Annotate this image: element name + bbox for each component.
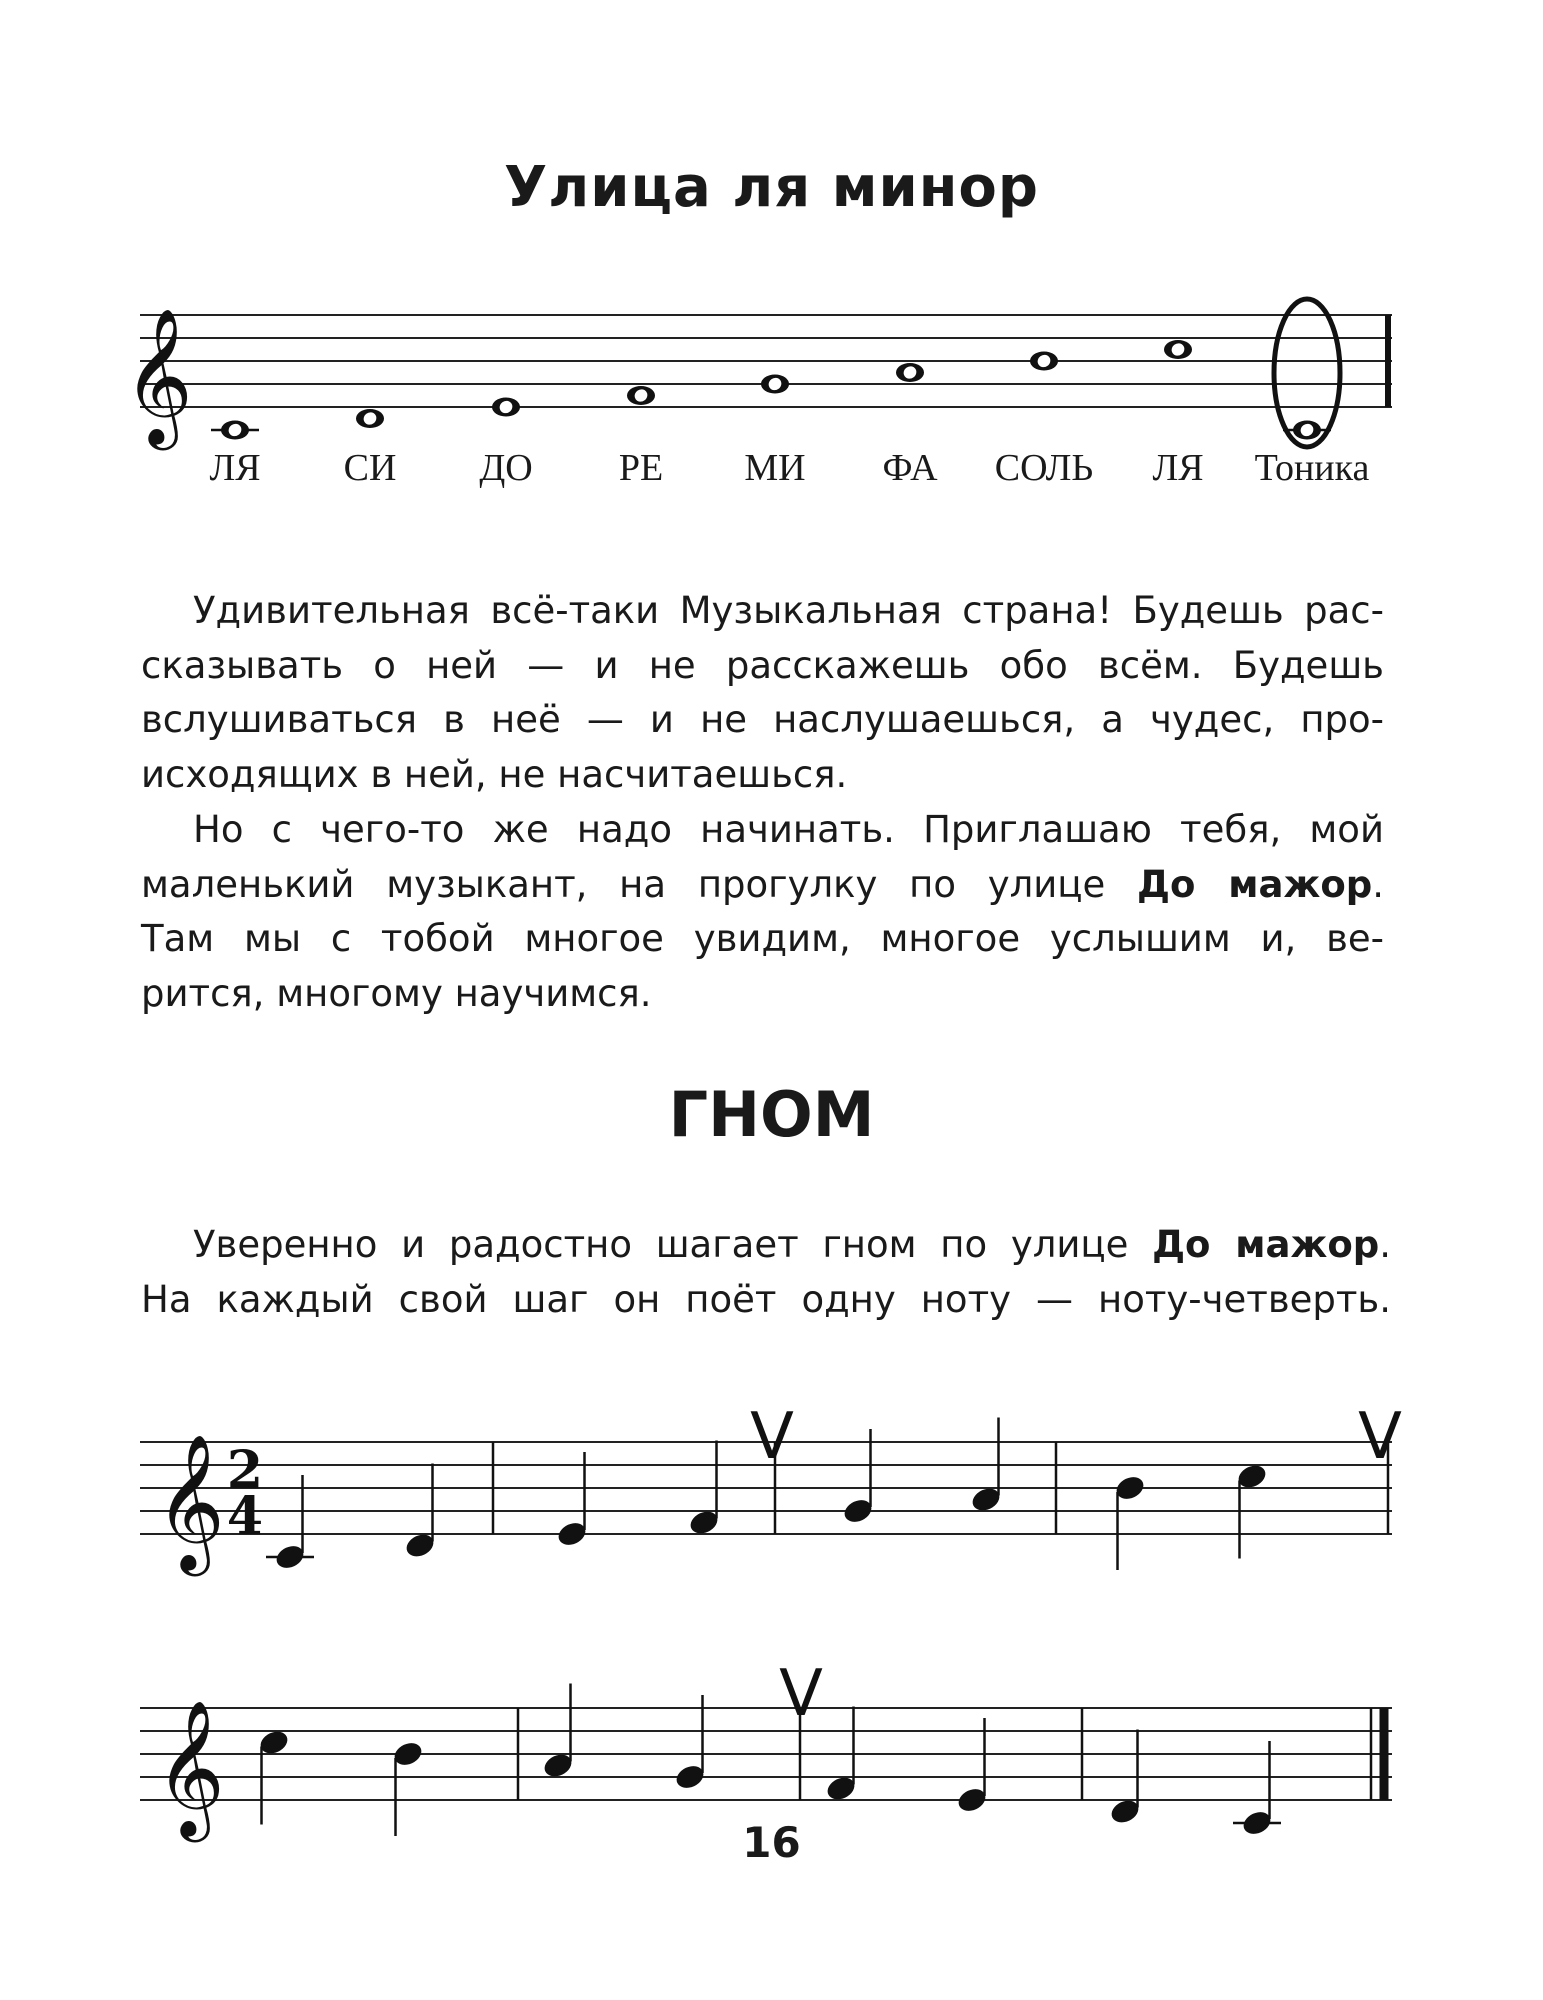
quarter-note	[955, 1718, 989, 1815]
paragraph-line: вслушиваться в неё — и не наслушаешься, а чудес, про-	[141, 698, 1384, 741]
paragraph-line: Но с чего-то же надо начинать. Приглашаю тебя, мой	[193, 808, 1384, 851]
intro-paragraph	[141, 584, 1384, 802]
treble-clef-icon: 𝄞	[155, 1698, 225, 1836]
a-minor-scale-staff	[0, 290, 1543, 490]
gnome-paragraph	[141, 1218, 1391, 1327]
note-name-label: ЛЯ	[1152, 447, 1204, 489]
note-name-label: СИ	[343, 447, 397, 489]
quarter-note	[555, 1452, 589, 1549]
page-number: 16	[742, 1818, 801, 1867]
note-name-label: РЕ	[618, 447, 664, 489]
invitation-paragraph	[141, 803, 1384, 1021]
whole-note	[627, 386, 655, 405]
quarter-note	[1113, 1473, 1147, 1570]
whole-note	[1030, 352, 1058, 371]
tonic-whole-note	[1293, 421, 1321, 440]
tonic-label: Тоника	[1254, 447, 1370, 489]
paragraph-line: Уверенно и радостно шагает гном по улице До мажор.	[193, 1223, 1391, 1266]
whole-note	[896, 363, 924, 382]
breath-mark: V	[1358, 1400, 1402, 1474]
quarter-note	[841, 1429, 875, 1526]
paragraph-line: рится, многому научимся.	[141, 971, 652, 1015]
paragraph-line: маленький музыкант, на прогулку по улице До мажор.	[141, 862, 1384, 906]
section-title-gnome: ГНОМ	[668, 1078, 875, 1151]
section-title-a-minor: Улица ля минор	[504, 155, 1039, 220]
time-signature-denominator: 4	[226, 1486, 264, 1547]
quarter-note	[673, 1695, 707, 1792]
breath-mark: V	[750, 1400, 794, 1474]
melody-staff-1	[0, 1390, 1543, 1630]
key-name-bold: До мажор	[1152, 1223, 1380, 1266]
time-signature-numerator: 2	[226, 1440, 264, 1501]
paragraph-line: Там мы с тобой многое увидим, многое услышим и, ве-	[141, 917, 1384, 960]
paragraph-line: На каждый свой шаг он поёт одну ноту — ноту-четверть.	[141, 1277, 1391, 1321]
note-name-label: СОЛЬ	[994, 447, 1094, 489]
quarter-note	[266, 1475, 314, 1572]
paragraph-line: сказывать о ней — и не расскажешь обо всём. Будешь	[141, 643, 1384, 687]
note-name-label: ДО	[479, 447, 533, 489]
treble-clef-icon: 𝄞	[123, 306, 193, 444]
whole-note	[1164, 340, 1192, 359]
treble-clef-icon: 𝄞	[155, 1432, 225, 1570]
breath-mark: V	[779, 1657, 823, 1731]
paragraph-line: исходящих в ней, не насчитаешься.	[141, 752, 848, 796]
key-name-bold: До мажор	[1137, 862, 1373, 906]
note-name-label: МИ	[744, 447, 806, 489]
whole-note	[356, 409, 384, 428]
paragraph-line: Удивительная всё-таки Музыкальная страна! Будешь рас-	[193, 589, 1384, 632]
whole-note	[492, 398, 520, 417]
note-name-label: ЛЯ	[209, 447, 261, 489]
whole-note	[221, 421, 249, 440]
note-name-label: ФА	[882, 447, 938, 489]
whole-note	[761, 375, 789, 394]
